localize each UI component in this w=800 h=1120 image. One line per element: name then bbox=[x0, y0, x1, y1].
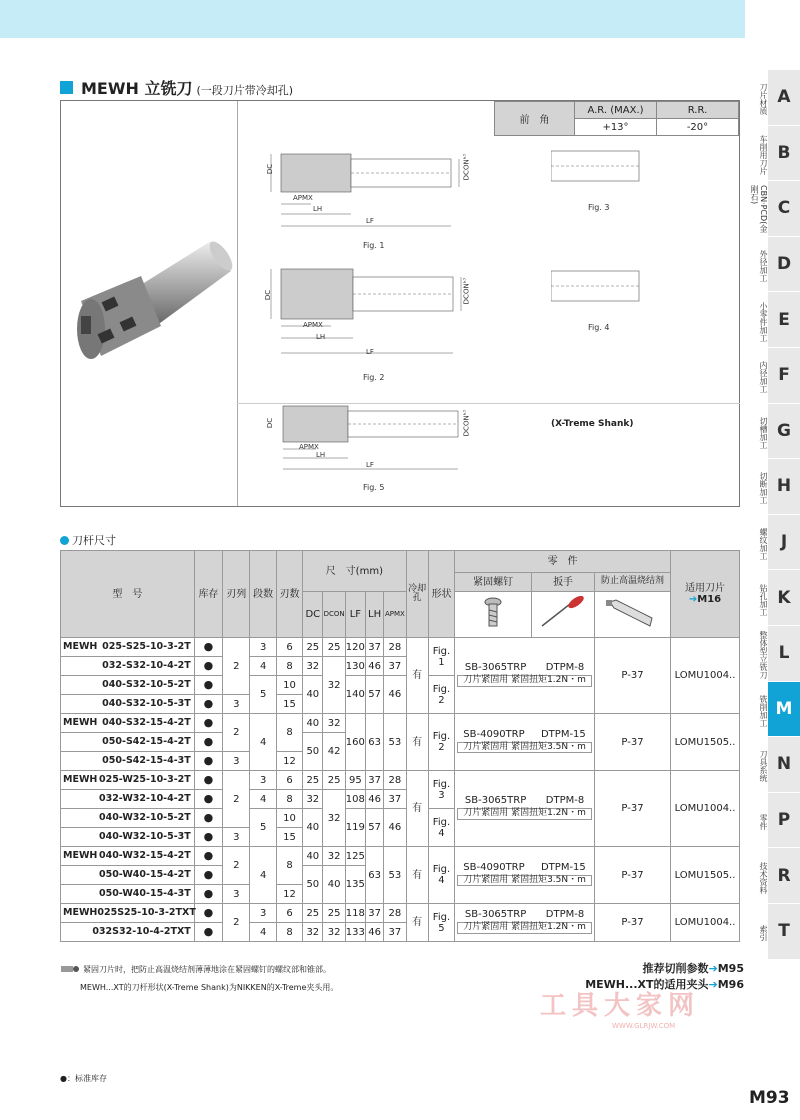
model-cell: 032-W32-10-4-2T bbox=[61, 790, 195, 809]
sidebar-item-k[interactable]: 钻孔加工 K bbox=[748, 570, 800, 626]
model-cell: 032S32-10-4-2TXT bbox=[61, 923, 195, 942]
col-rows: 刃列 bbox=[223, 551, 250, 638]
model-cell: 050-S42-15-4-3T bbox=[61, 752, 195, 771]
model-cell: 040-W32-10-5-2T bbox=[61, 809, 195, 828]
screw-icon bbox=[483, 596, 503, 630]
col-dc: DC bbox=[303, 592, 323, 638]
top-banner bbox=[0, 0, 745, 38]
wrench-icon bbox=[538, 596, 588, 630]
watermark: 工具大家网 bbox=[540, 991, 701, 1021]
screw-image bbox=[455, 592, 532, 638]
sidebar-item-b[interactable]: 车削用刀片 B bbox=[748, 126, 800, 182]
col-flutes: 刃数 bbox=[276, 551, 302, 638]
model-cell: MEWH 025-W25-10-3-2T bbox=[61, 771, 195, 790]
page-title bbox=[60, 76, 293, 99]
col-dcon: DCON bbox=[323, 592, 345, 638]
sidebar-item-r[interactable]: 技术资料 R bbox=[748, 848, 800, 904]
col-anti: 防止高温烧结剂 bbox=[594, 573, 670, 592]
fig2-caption: Fig. 2 bbox=[363, 373, 385, 382]
watermark-url: WWW.GLRJW.COM bbox=[612, 1022, 676, 1030]
parts-cell: SB-4090TRP DTPM-15 刀片紧固用 紧固扭矩3.5N・m bbox=[455, 847, 595, 904]
sidebar-item-n[interactable]: 刀具系统 N bbox=[748, 737, 800, 793]
fig2-dc-label: DC bbox=[264, 289, 273, 301]
fig5-dc-label: DC bbox=[266, 417, 275, 429]
model-cell: 040-S32-10-5-2T bbox=[61, 676, 195, 695]
col-dims: 尺 寸(mm) bbox=[303, 551, 406, 592]
col-lh: LH bbox=[365, 592, 383, 638]
xtreme-shank-label: (X-Treme Shank) bbox=[551, 419, 634, 429]
bullet-icon bbox=[60, 536, 69, 545]
col-stock: 库存 bbox=[194, 551, 222, 638]
parts-cell: SB-4090TRP DTPM-15 刀片紧固用 紧固扭矩3.5N・m bbox=[455, 714, 595, 771]
fig2-drawing bbox=[261, 261, 501, 361]
sidebar-item-m[interactable]: 铣削加工 M bbox=[748, 682, 800, 738]
model-cell: 032-S32-10-4-2T bbox=[61, 657, 195, 676]
arrow-icon: ➔ bbox=[708, 978, 718, 991]
col-screw: 紧固螺钉 bbox=[455, 573, 532, 592]
wrench-image bbox=[532, 592, 595, 638]
col-coolant: 冷却孔 bbox=[406, 551, 428, 638]
model-cell: 050-W40-15-4-3T bbox=[61, 885, 195, 904]
chapter-sidebar bbox=[748, 70, 800, 960]
parts-cell: SB-3065TRP DTPM-8 刀片紧固用 紧固扭矩1.2N・m bbox=[455, 638, 595, 714]
fig3-drawing bbox=[551, 149, 641, 189]
sidebar-item-c[interactable]: CBN·PCD(金刚石) C bbox=[748, 181, 800, 237]
fig4-drawing bbox=[551, 269, 641, 309]
ref-cutting-params[interactable]: 推荐切削参数➔M95 bbox=[642, 962, 744, 975]
rake-val-rr: -20° bbox=[657, 119, 739, 136]
title-main: MEWH 立铣刀 bbox=[81, 79, 193, 98]
fig1-dc-label: DC bbox=[266, 163, 275, 175]
fig5-caption: Fig. 5 bbox=[363, 483, 385, 492]
rake-col-rr: R.R. bbox=[657, 102, 739, 119]
paste-tube-icon bbox=[606, 596, 658, 630]
col-shape: 形状 bbox=[428, 551, 454, 638]
model-cell: 040-S32-10-5-3T bbox=[61, 695, 195, 714]
ref-xt-chuck[interactable]: MEWH...XT的适用夹头➔M96 bbox=[585, 978, 744, 991]
sidebar-item-f[interactable]: 内径加工 F bbox=[748, 348, 800, 404]
sidebar-item-a[interactable]: 刀片材质 A bbox=[748, 70, 800, 126]
col-stages: 段数 bbox=[250, 551, 276, 638]
model-cell: MEWH 025S25-10-3-2TXT bbox=[61, 904, 195, 923]
note-1: 紧固刀片时，把防止高温烧结剂薄薄地涂在紧固螺钉的螺纹部和锥部。 bbox=[60, 963, 331, 975]
title-square-icon bbox=[60, 81, 73, 94]
fig5-apmx-label: APMX bbox=[299, 443, 319, 451]
note-2: MEWH...XT的刀杆形状(X-Treme Shank)为NIKKEN的X-Treme夹头用。 bbox=[80, 983, 339, 992]
sidebar-item-p[interactable]: 零件 P bbox=[748, 793, 800, 849]
sidebar-item-e[interactable]: 小零件加工 E bbox=[748, 292, 800, 348]
sidebar-item-d[interactable]: 外径加工 D bbox=[748, 237, 800, 293]
fig5-lh-label: LH bbox=[316, 451, 326, 459]
endmill-photo bbox=[61, 231, 237, 381]
sidebar-item-l[interactable]: 整体型立铣刀 L bbox=[748, 626, 800, 682]
sidebar-item-g[interactable]: 切槽加工 G bbox=[748, 404, 800, 460]
model-cell: 050-W40-15-4-2T bbox=[61, 866, 195, 885]
model-cell: 050-S42-15-4-2T bbox=[61, 733, 195, 752]
model-cell: MEWH 040-W32-15-4-2T bbox=[61, 847, 195, 866]
stock-legend: ●：标准库存 bbox=[60, 1074, 107, 1083]
fig2-apmx-label: APMX bbox=[303, 321, 323, 329]
fig2-lh-label: LH bbox=[316, 333, 326, 341]
model-cell: 040-W32-10-5-3T bbox=[61, 828, 195, 847]
fig2-dcon-label: DCONʰ⁷ bbox=[462, 277, 471, 305]
parts-cell: SB-3065TRP DTPM-8 刀片紧固用 紧固扭矩1.2N・m bbox=[455, 771, 595, 847]
fig2-lf-label: LF bbox=[366, 348, 374, 356]
fig1-apmx-label: APMX bbox=[293, 194, 313, 202]
col-apmx: APMX bbox=[384, 592, 406, 638]
sidebar-item-h[interactable]: 切断加工 H bbox=[748, 459, 800, 515]
rake-val-ar: +13° bbox=[575, 119, 657, 136]
col-lf: LF bbox=[345, 592, 365, 638]
model-cell: MEWH 025-S25-10-3-2T bbox=[61, 638, 195, 657]
stock-mark: ● bbox=[194, 638, 222, 657]
sidebar-item-j[interactable]: 螺纹加工 J bbox=[748, 515, 800, 571]
col-model: 型 号 bbox=[61, 551, 195, 638]
fig1-lh-label: LH bbox=[313, 205, 323, 213]
page-number: M93 bbox=[749, 1088, 790, 1108]
rake-angle-table bbox=[494, 101, 739, 136]
paste-note-icon bbox=[60, 963, 80, 975]
col-wrench: 扳手 bbox=[532, 573, 595, 592]
fig4-caption: Fig. 4 bbox=[588, 323, 610, 332]
fig3-caption: Fig. 3 bbox=[588, 203, 610, 212]
drawing-panel bbox=[60, 100, 740, 507]
spec-table: 型 号 库存 刃列 段数 刃数 尺 寸(mm) 冷却孔 形状 零 件 适用刀片 ➔M16 紧固螺钉 扳手 防止高温烧结剂 DC DCON LF LH APMX MEWH 025-S25-10-3-2T ● 2 3 6 25 25 120 37 28 有 Fig. 1 SB-3065TRP DTPM-8 刀片紧固用 紧固扭矩1.2N・m P-37 LOMU1004.. 032-S32-10-4-2T ● 4 8 32 32 130 46 37 040-S32-10-5-2T ● 5 10 40 140 57 46 Fig. 2 040-S32-10-5-3T ● 3 15 MEWH 040-S32-15-4-2T ● 2 4 8 40 32 160 63 53 有 Fig. 2 SB-4090TRP DTPM-15 刀片紧固用 紧固扭矩3.5N・m P-37 LOMU1505.. 050-S42-15-4-2T ● 50 42 050-S42-15-4-3T ● 3 12 MEWH 025-W25-10-3-2T ● 2 3 6 25 25 95 37 28 有 Fig. 3 SB-3065TRP DTPM-8 刀片紧固用 紧固扭矩1.2N・m P-37 LOMU1004.. 032-W32-10-4-2T ● 4 8 32 32 108 46 37 040-W32-10-5-2T ● 5 10 40 119 57 46 Fig. 4 040-W32-10-5-3T ● 3 15 MEWH 040-W32-15-4-2T ● 2 4 8 40 32 125 63 53 有 Fig. 4 SB-4090TRP DTPM-15 刀片紧固用 紧固扭矩3.5N・m P-37 LOMU1505.. 050-W40-15-4-2T ● 50 40 135 050-W40-15-4-3T ● 3 12 MEWH 025S25-10-3-2TXT ● 2 3 6 25 25 118 37 28 有 Fig. 5 SB-3065TRP DTPM-8 刀片紧固用 紧固扭矩1.2N・m P-37 LOMU1004.. 032S32-10-4-2TXT ● 4 8 32 32 133 46 37 bbox=[60, 550, 740, 942]
rake-label: 前 角 bbox=[495, 102, 575, 136]
paste-image bbox=[594, 592, 670, 638]
fig1-caption: Fig. 1 bbox=[363, 241, 385, 250]
fig1-dcon-label: DCONʰ⁷ bbox=[462, 153, 471, 181]
arrow-icon: ➔ bbox=[708, 962, 718, 975]
rake-col-ar: A.R. (MAX.) bbox=[575, 102, 657, 119]
fig1-lf-label: LF bbox=[366, 217, 374, 225]
parts-cell: SB-3065TRP DTPM-8 刀片紧固用 紧固扭矩1.2N・m bbox=[455, 904, 595, 942]
model-cell: MEWH 040-S32-15-4-2T bbox=[61, 714, 195, 733]
fig5-lf-label: LF bbox=[366, 461, 374, 469]
col-insert: 适用刀片 ➔M16 bbox=[671, 551, 740, 638]
fig5-dcon-label: DCONʰ⁷ bbox=[462, 409, 471, 437]
section-title: 刀杆尺寸 bbox=[60, 532, 116, 548]
title-sub: (一段刀片带冷却孔) bbox=[196, 84, 294, 97]
sidebar-item-t[interactable]: 索引 T bbox=[748, 904, 800, 960]
col-parts: 零 件 bbox=[455, 551, 671, 573]
